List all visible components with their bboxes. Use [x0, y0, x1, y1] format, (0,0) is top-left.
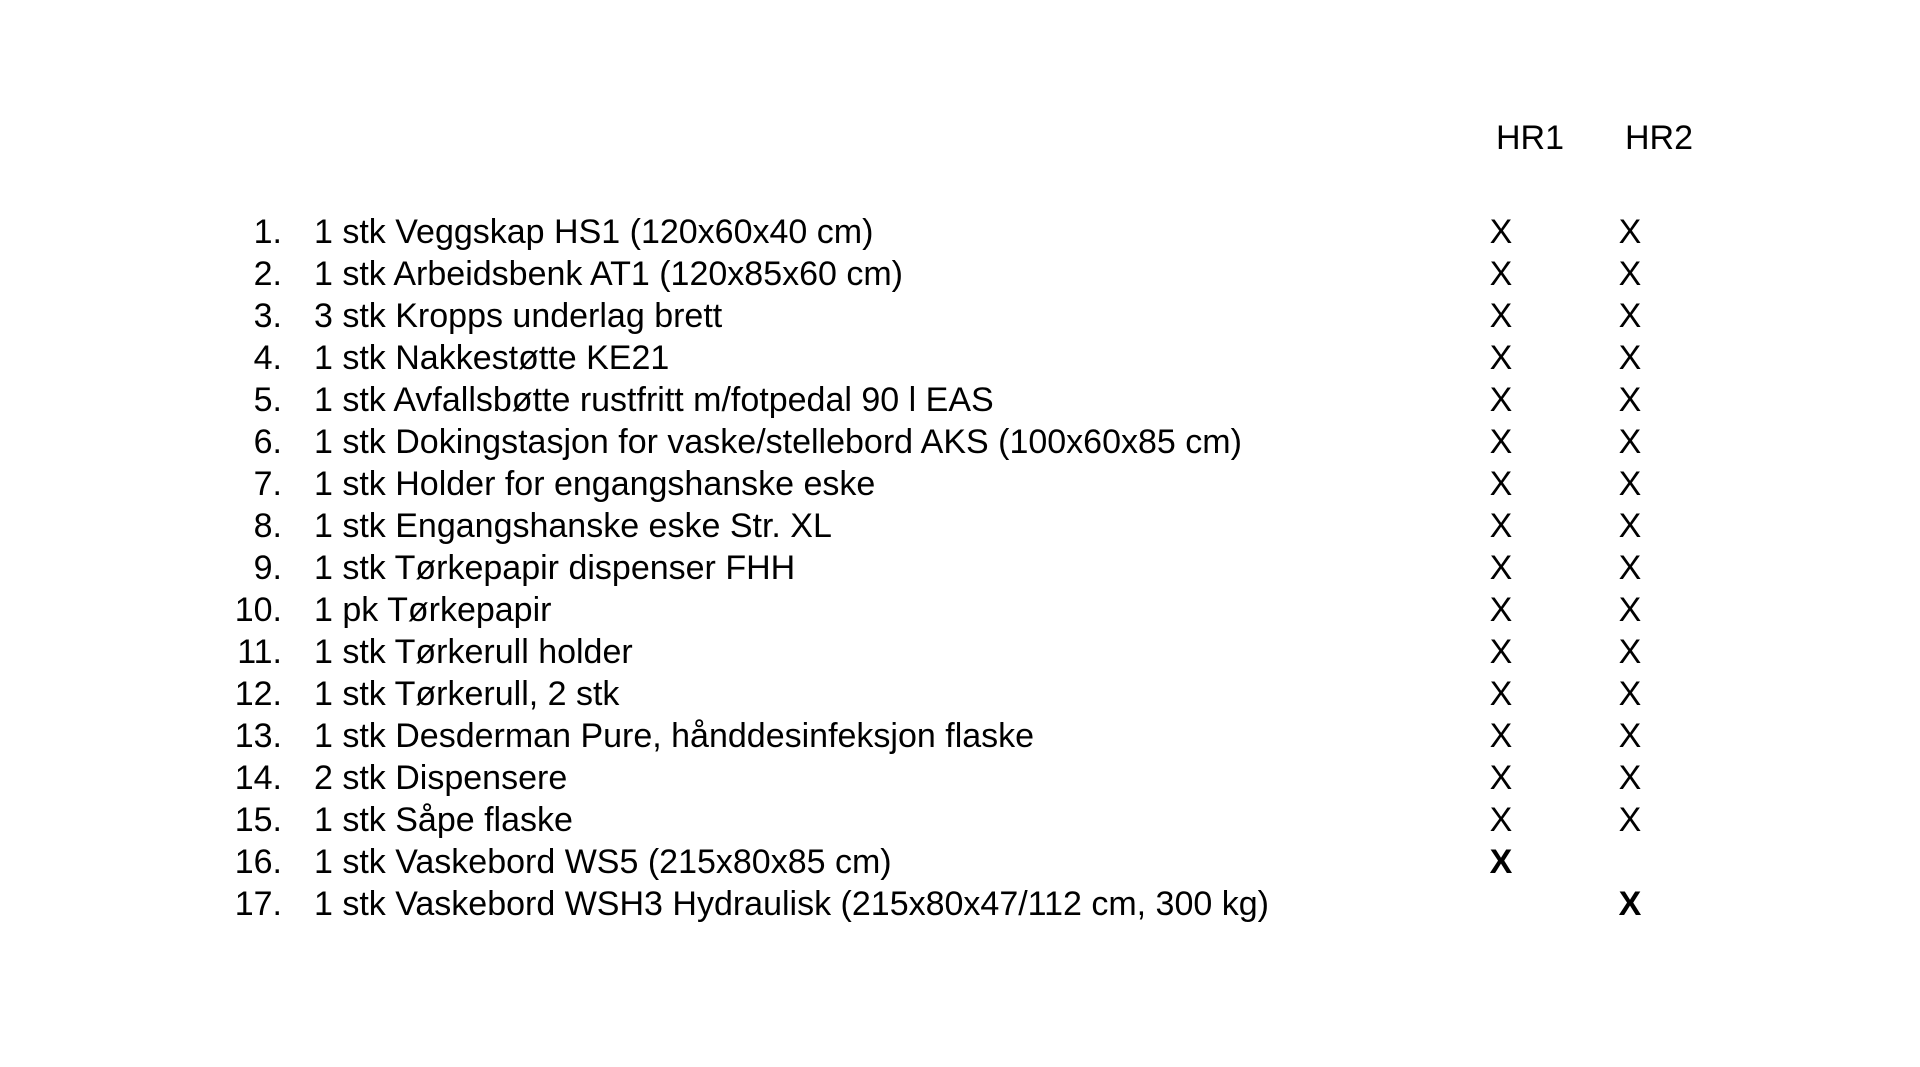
hr1-mark: X	[1489, 339, 1513, 377]
hr1-mark: X	[1489, 255, 1513, 293]
item-number: 8.	[253, 507, 282, 545]
hr1-mark: X	[1489, 843, 1513, 881]
list-item	[0, 841, 1920, 883]
hr1-mark: X	[1489, 507, 1513, 545]
hr1-mark: X	[1489, 633, 1513, 671]
list-item	[0, 337, 1920, 379]
item-number: 1.	[253, 213, 282, 251]
list-item	[0, 295, 1920, 337]
hr1-mark: X	[1489, 465, 1513, 503]
hr2-mark: X	[1618, 213, 1642, 251]
hr1-mark: X	[1489, 759, 1513, 797]
item-number: 7.	[253, 465, 282, 503]
item-text: 3 stk Kropps underlag brett	[314, 297, 723, 335]
hr2-mark: X	[1618, 591, 1642, 629]
column-header-hr2: HR2	[1624, 119, 1694, 157]
hr1-mark: X	[1489, 717, 1513, 755]
list-item	[0, 883, 1920, 925]
item-number: 14.	[234, 759, 282, 797]
hr2-mark: X	[1618, 339, 1642, 377]
hr1-mark: X	[1489, 381, 1513, 419]
hr2-mark: X	[1618, 465, 1642, 503]
hr1-mark: X	[1489, 591, 1513, 629]
hr2-mark: X	[1618, 549, 1642, 587]
hr1-mark: X	[1489, 549, 1513, 587]
item-text: 1 stk Dokingstasjon for vaske/stellebord AKS (100x60x85 cm)	[314, 423, 1242, 461]
item-text: 1 stk Holder for engangshanske eske	[314, 465, 876, 503]
item-number: 10.	[234, 591, 282, 629]
list-item	[0, 379, 1920, 421]
list-item	[0, 631, 1920, 673]
column-header-hr1: HR1	[1495, 119, 1565, 157]
item-text: 1 stk Såpe flaske	[314, 801, 573, 839]
item-text: 1 stk Tørkepapir dispenser FHH	[314, 549, 796, 587]
item-text: 1 stk Vaskebord WS5 (215x80x85 cm)	[314, 843, 892, 881]
hr2-mark: X	[1618, 507, 1642, 545]
hr2-mark: X	[1618, 759, 1642, 797]
list-item	[0, 547, 1920, 589]
hr2-mark: X	[1618, 423, 1642, 461]
item-text: 2 stk Dispensere	[314, 759, 568, 797]
hr2-mark: X	[1618, 297, 1642, 335]
item-number: 15.	[234, 801, 282, 839]
hr1-mark: X	[1489, 423, 1513, 461]
hr2-mark: X	[1618, 885, 1642, 923]
hr1-mark: X	[1489, 675, 1513, 713]
hr1-mark: X	[1489, 213, 1513, 251]
item-number: 11.	[237, 633, 282, 671]
item-number: 13.	[234, 717, 282, 755]
item-number: 6.	[253, 423, 282, 461]
list-item	[0, 799, 1920, 841]
list-item	[0, 715, 1920, 757]
list-item	[0, 253, 1920, 295]
list-item	[0, 673, 1920, 715]
item-text: 1 stk Tørkerull, 2 stk	[314, 675, 620, 713]
hr2-mark: X	[1618, 381, 1642, 419]
item-number: 4.	[253, 339, 282, 377]
list-item	[0, 589, 1920, 631]
item-text: 1 pk Tørkepapir	[314, 591, 552, 629]
hr1-mark: X	[1489, 801, 1513, 839]
hr2-mark: X	[1618, 717, 1642, 755]
item-number: 12.	[234, 675, 282, 713]
item-text: 1 stk Engangshanske eske Str. XL	[314, 507, 832, 545]
item-text: 1 stk Veggskap HS1 (120x60x40 cm)	[314, 213, 874, 251]
list-item	[0, 463, 1920, 505]
hr2-mark: X	[1618, 801, 1642, 839]
hr2-mark: X	[1618, 255, 1642, 293]
list-item	[0, 211, 1920, 253]
item-text: 1 stk Desderman Pure, hånddesinfeksjon flaske	[314, 717, 1035, 755]
hr2-mark: X	[1618, 675, 1642, 713]
item-number: 3.	[253, 297, 282, 335]
list-item	[0, 505, 1920, 547]
list-item	[0, 421, 1920, 463]
item-number: 17.	[234, 885, 282, 923]
item-number: 16.	[234, 843, 282, 881]
item-number: 2.	[253, 255, 282, 293]
hr1-mark: X	[1489, 297, 1513, 335]
item-text: 1 stk Avfallsbøtte rustfritt m/fotpedal 90 l EAS	[314, 381, 994, 419]
hr2-mark: X	[1618, 633, 1642, 671]
item-text: 1 stk Tørkerull holder	[314, 633, 633, 671]
item-text: 1 stk Vaskebord WSH3 Hydraulisk (215x80x47/112 cm, 300 kg)	[314, 885, 1269, 923]
equipment-list	[0, 211, 1920, 925]
item-number: 9.	[253, 549, 282, 587]
item-number: 5.	[253, 381, 282, 419]
item-text: 1 stk Nakkestøtte KE21	[314, 339, 670, 377]
item-text: 1 stk Arbeidsbenk AT1 (120x85x60 cm)	[314, 255, 904, 293]
list-item	[0, 757, 1920, 799]
